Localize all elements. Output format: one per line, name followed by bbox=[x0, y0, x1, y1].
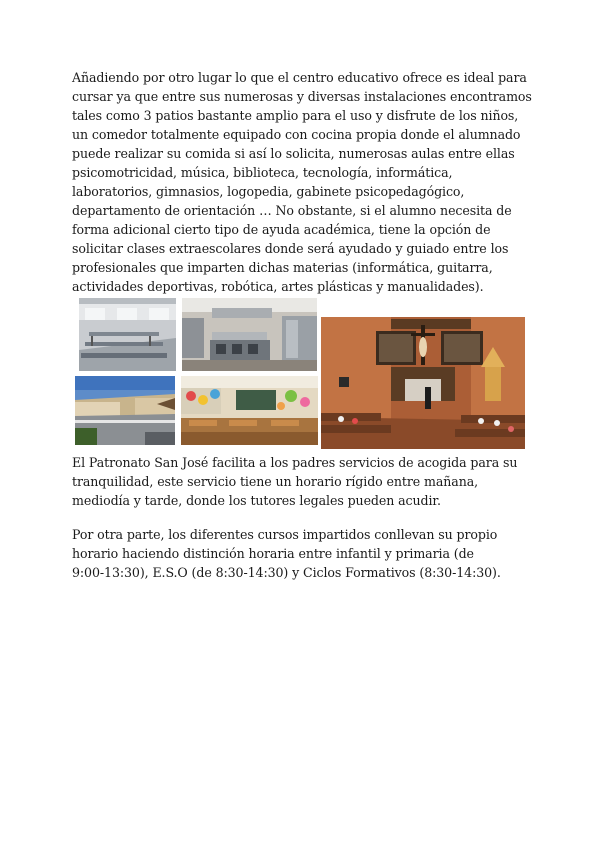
chapel-photo bbox=[321, 317, 525, 449]
text-line: tranquilidad, este servicio tiene un horario rígido entre mañana, bbox=[72, 474, 479, 489]
paragraph-schedule bbox=[72, 525, 542, 582]
text-line: solicitar clases extraescolares donde será ayudado y guiado entre los bbox=[72, 241, 509, 256]
text-line: El Patronato San José facilita a los padres servicios de acogida para su bbox=[72, 455, 518, 470]
text-line: 9:00-13:30), E.S.O (de 8:30-14:30) y Ciclos Formativos (8:30-14:30). bbox=[72, 565, 501, 580]
text-line: cursar ya que entre sus numerosas y diversas instalaciones encontramos bbox=[72, 89, 532, 104]
paragraph-childcare bbox=[72, 453, 542, 510]
classroom-photo bbox=[181, 376, 318, 445]
text-line: laboratorios, gimnasios, logopedia, gabinete psicopedagógico, bbox=[72, 184, 465, 199]
text-line: Por otra parte, los diferentes cursos impartidos conllevan su propio bbox=[72, 527, 498, 542]
text-line: psicomotricidad, música, biblioteca, tecnología, informática, bbox=[72, 165, 453, 180]
text-line: Añadiendo por otro lugar lo que el centro educativo ofrece es ideal para bbox=[72, 70, 527, 85]
dining-hall-photo bbox=[79, 298, 176, 371]
text-line: profesionales que imparten dichas materias (informática, guitarra, bbox=[72, 260, 493, 275]
kitchen-photo bbox=[182, 298, 317, 371]
paragraph-facilities bbox=[72, 68, 542, 296]
text-line: horario haciendo distinción horaria entre infantil y primaria (de bbox=[72, 546, 474, 561]
text-line: tales como 3 patios bastante amplio para el uso y disfrute de los niños, bbox=[72, 108, 519, 123]
patio-photo bbox=[75, 376, 175, 445]
text-line: forma adicional cierto tipo de ayuda académica, tiene la opción de bbox=[72, 222, 491, 237]
text-line: mediodía y tarde, donde los tutores legales pueden acudir. bbox=[72, 493, 441, 508]
text-line: departamento de orientación … No obstante, si el alumno necesita de bbox=[72, 203, 512, 218]
text-line: un comedor totalmente equipado con cocina propia donde el alumnado bbox=[72, 127, 521, 142]
text-line: puede realizar su comida si así lo solicita, numerosas aulas entre ellas bbox=[72, 146, 515, 161]
text-line: actividades deportivas, robótica, artes plásticas y manualidades). bbox=[72, 279, 484, 294]
